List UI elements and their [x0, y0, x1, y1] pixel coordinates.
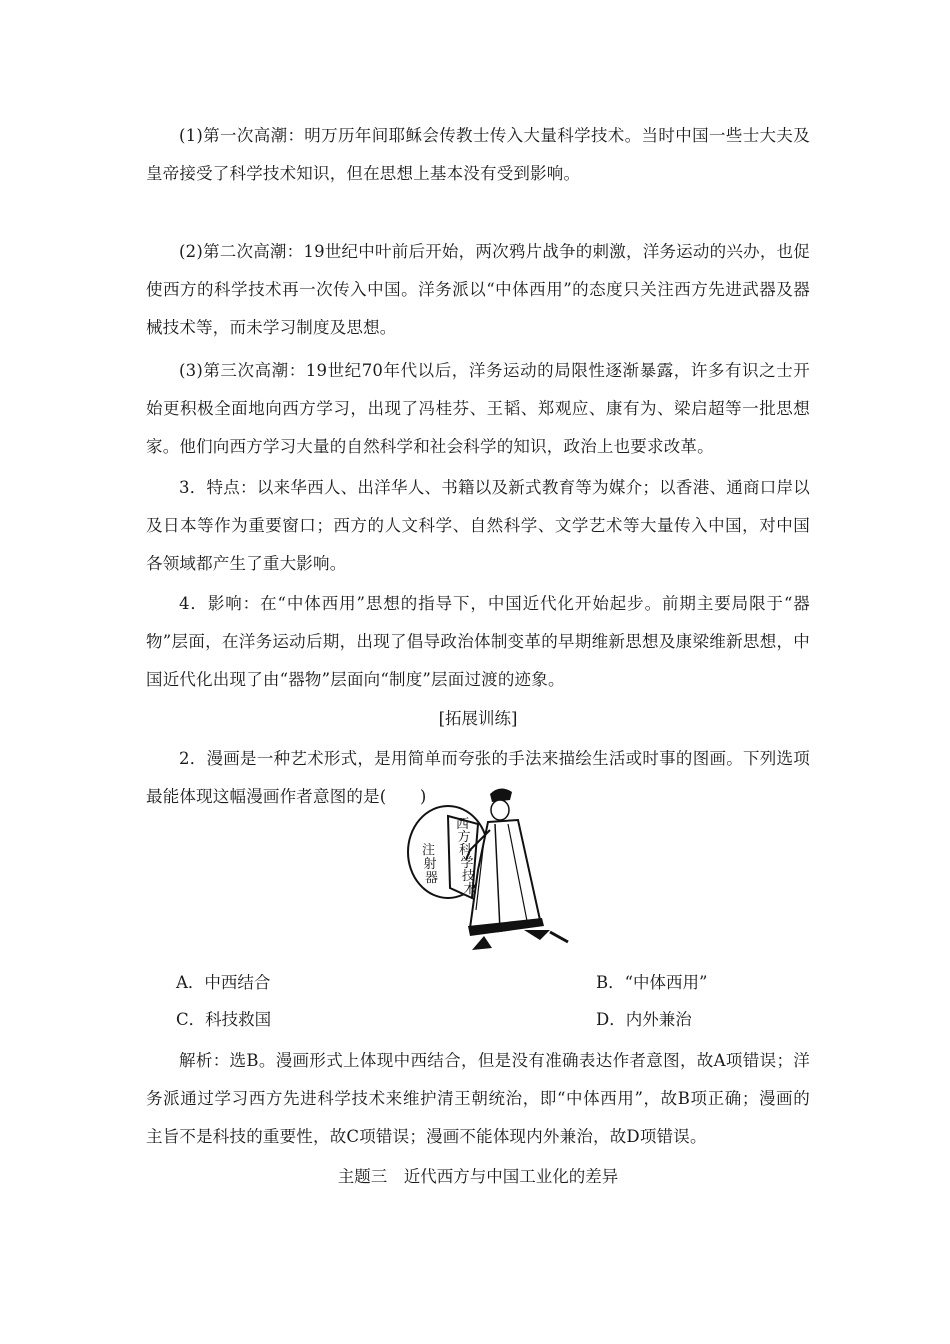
paragraph-third-wave: (3)第三次高潮：19世纪70年代以后，洋务运动的局限性逐渐暴露，许多有识之士开始更积极全面地向西方学习，出现了冯桂芬、王韬、郑观应、康有为、梁启超等一批思想家。他们向西方学习大量的自然科学和社会科学的知识，政治上也要求改革。: [146, 361, 810, 456]
topic-title: 主题三 近代西方与中国工业化的差异: [337, 1167, 619, 1186]
paragraph-first-wave: (1)第一次高潮：明万历年间耶稣会传教士传入大量科学技术。当时中国一些士大夫及皇帝接受了科学技术知识，但在思想上基本没有受到影响。: [146, 126, 810, 183]
paragraph-features: 3．特点：以来华西人、出洋华人、书籍以及新式教育等为媒介；以香港、通商口岸以及日本等作为重要窗口；西方的人文科学、自然科学、文学艺术等大量传入中国，对中国各领域都产生了重大影响。: [146, 478, 810, 573]
paragraph-second-wave: (2)第二次高潮：19世纪中叶前后开始，两次鸦片战争的刺激，洋务运动的兴办，也促使西方的科学技术再一次传入中国。洋务派以“中体西用”的态度只关注西方先进武器及器械技术等，而未学习制度及思想。: [146, 242, 810, 337]
official-head: [491, 800, 509, 820]
option-a: A．中西结合: [176, 973, 271, 992]
cartoon-drawing: [400, 780, 600, 960]
question-text: 2．漫画是一种艺术形式，是用简单而夸张的手法来描绘生活或时事的图画。下列选项最能体现这幅漫画作者意图的是( ): [146, 749, 810, 806]
label-western-science: 西方科学技术: [456, 817, 477, 897]
paragraph-impact: 4．影响：在“中体西用”思想的指导下，中国近代化开始起步。前期主要局限于“器物”层面，在洋务运动后期，出现了倡导政治体制变革的早期维新思想及康梁维新思想，中国近代化出现了由“器物”层面向“制度”层面过渡的迹象。: [146, 594, 810, 689]
right-boot: [524, 930, 550, 940]
option-c: C．科技救国: [176, 1010, 272, 1029]
label-syringe: 注射器: [422, 843, 439, 886]
needle-fragment: [550, 932, 568, 942]
option-b: B．“中体西用”: [596, 973, 708, 992]
left-boot: [472, 936, 492, 950]
cartoon-figure: [400, 780, 600, 960]
option-d: D．内外兼治: [596, 1010, 692, 1029]
section-label: [拓展训练]: [438, 709, 518, 728]
analysis-text: 解析：选B。漫画形式上体现中西结合，但是没有准确表达作者意图，故A项错误；洋务派通过学习西方先进科学技术来维护清王朝统治，即“中体西用”，故B项正确；漫画的主旨不是科技的重要性，故C项错误；漫画不能体现内外兼治，故D项错误。: [146, 1051, 810, 1146]
